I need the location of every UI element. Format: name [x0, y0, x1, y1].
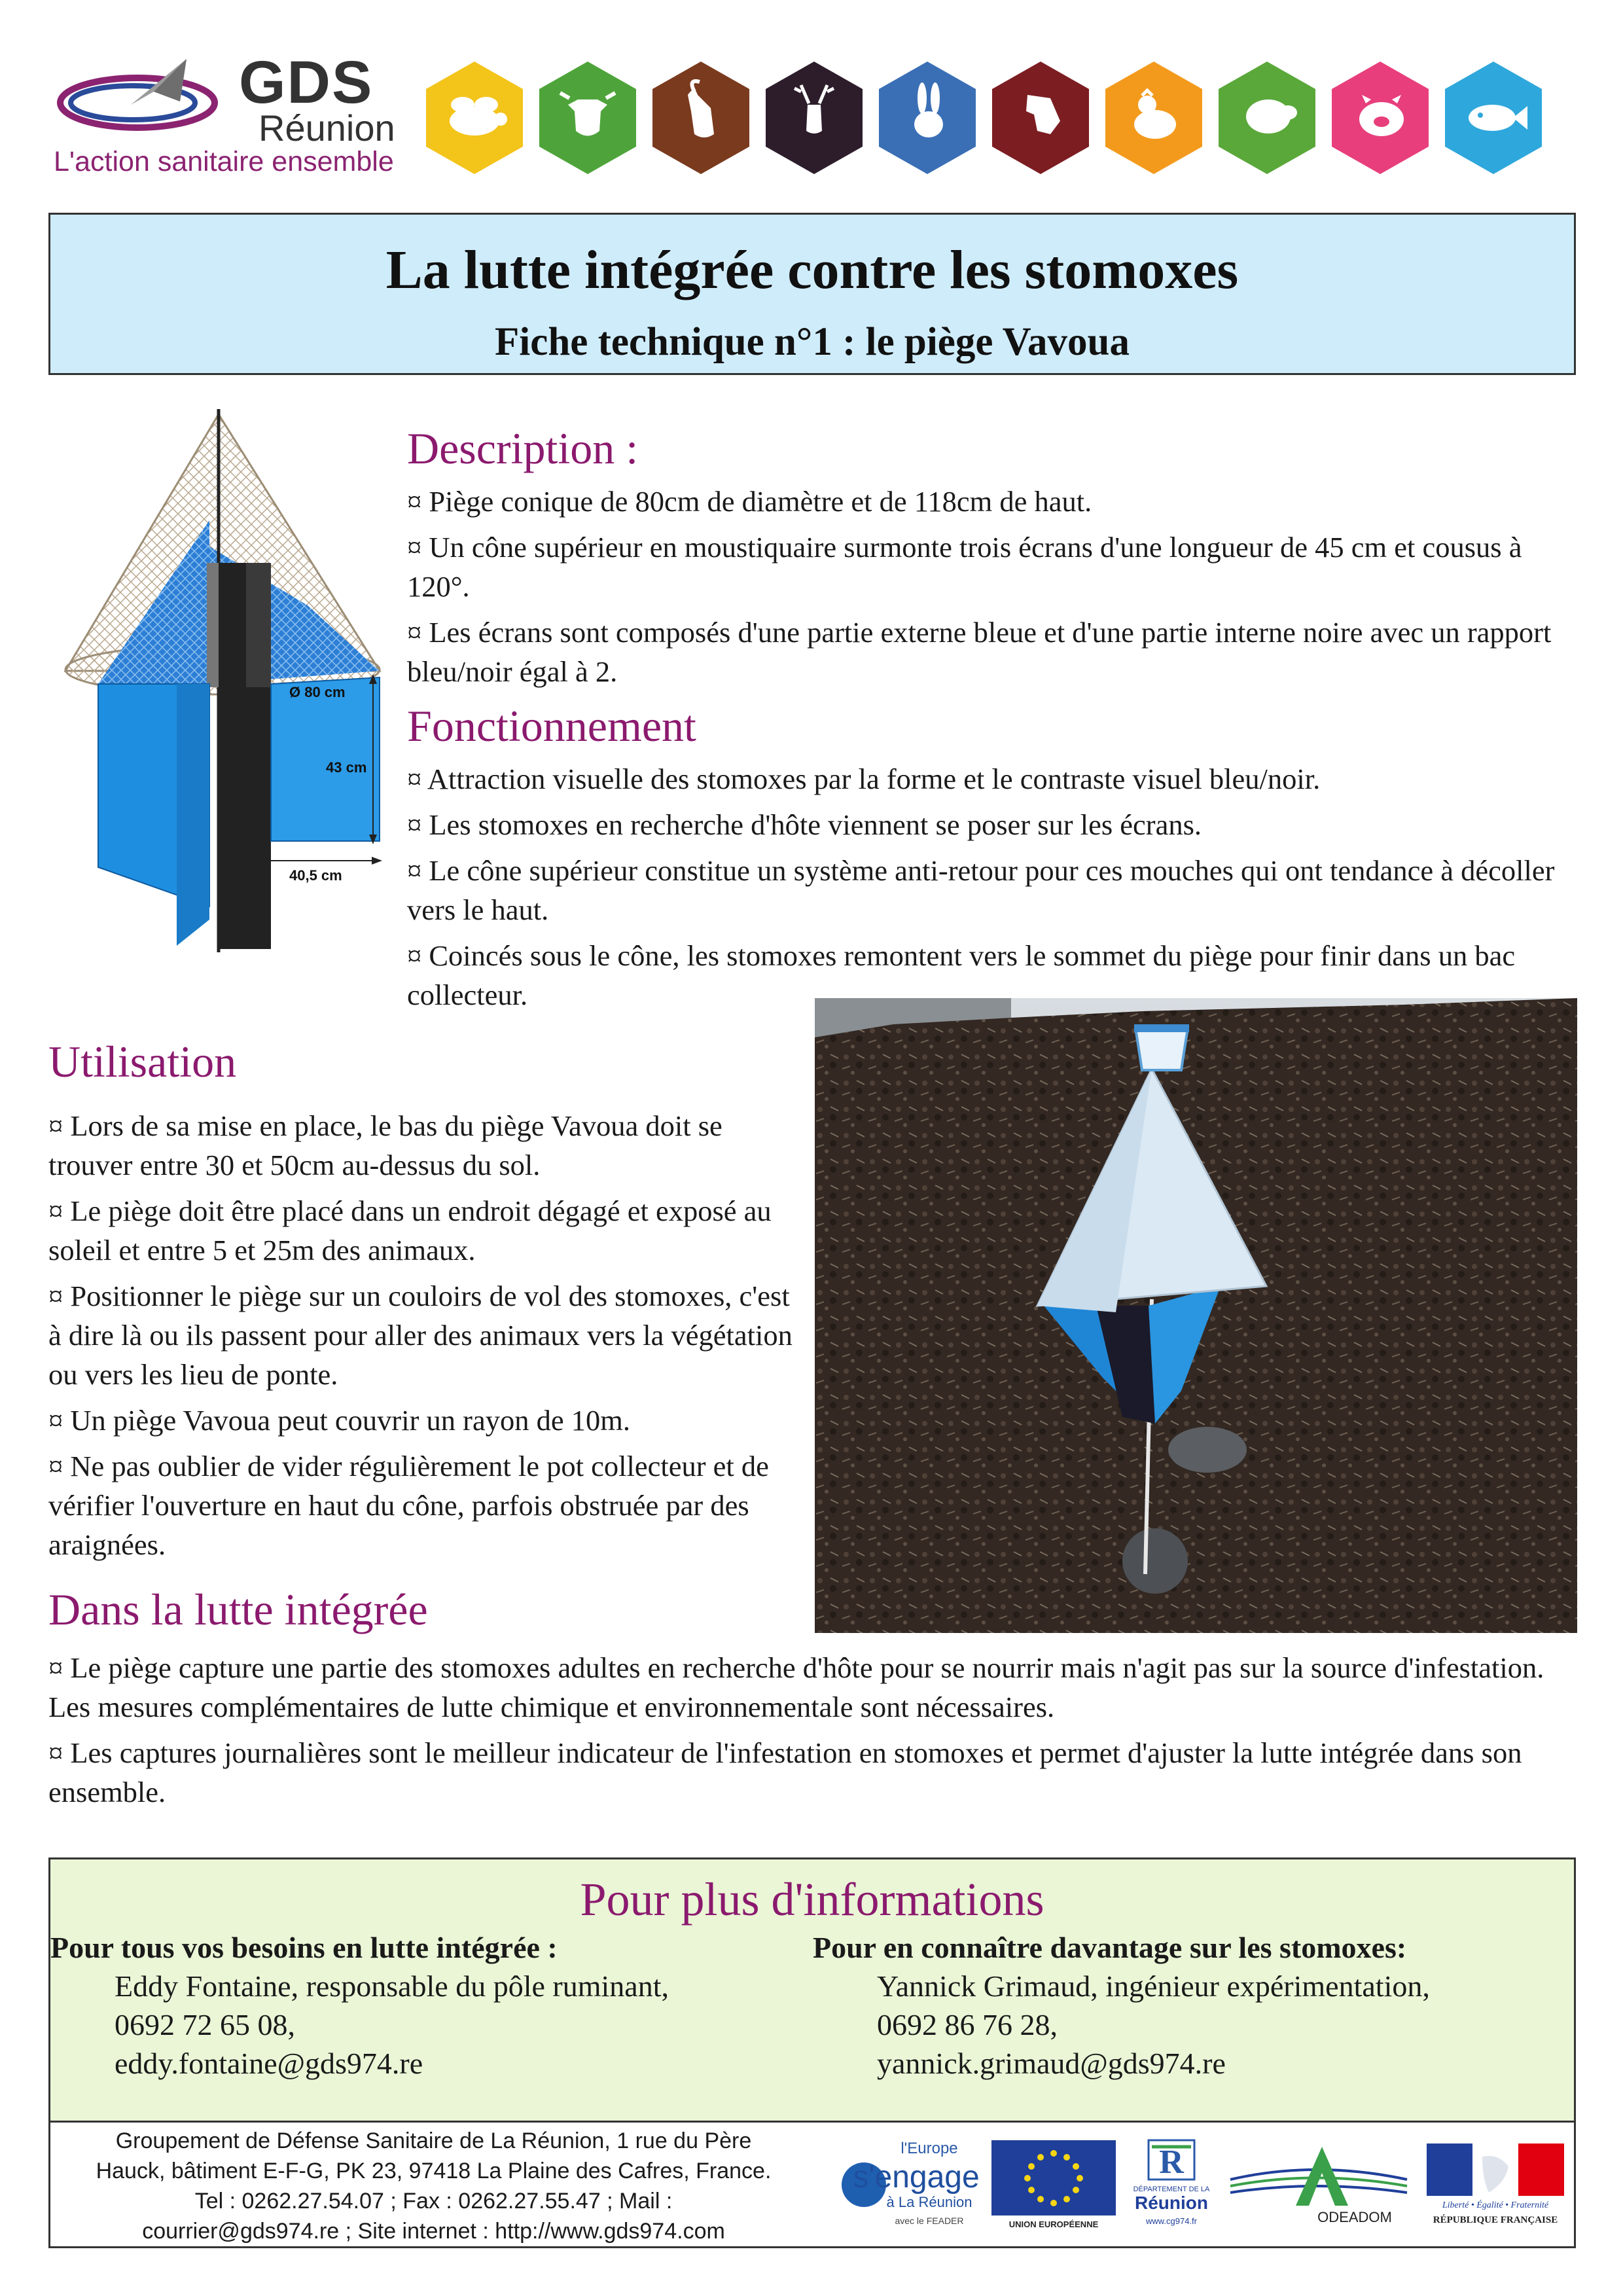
info-right-phone: 0692 86 76 28,	[877, 2008, 1058, 2041]
goat-icon	[649, 59, 753, 177]
info-right-email[interactable]: yannick.grimaud@gds974.re	[877, 2047, 1226, 2080]
svg-text:www.cg974.fr: www.cg974.fr	[1145, 2216, 1198, 2226]
svg-text:Réunion: Réunion	[1135, 2193, 1208, 2213]
utilisation-item: ¤ Lors de sa mise en place, le bas du piège Vavoua doit se trouver entre 30 et 50cm au-dessus du sol.	[48, 1109, 722, 1181]
info-left-label: Pour tous vos besoins en lutte intégrée :	[50, 1931, 558, 1964]
height-label: 43 cm	[326, 759, 367, 776]
pig-icon	[1328, 59, 1433, 177]
description-item: ¤ Piège conique de 80cm de diamètre et de 118cm de haut.	[407, 485, 1092, 518]
info-left-phone: 0692 72 65 08,	[115, 2008, 295, 2041]
svg-text:à La Réunion: à La Réunion	[886, 2194, 972, 2210]
title-box	[48, 213, 1576, 375]
lutte-item: ¤ Le piège capture une partie des stomoxes adultes en recherche d'hôte pour se nourrir mais n'agit pas sur la source d'infestation. Les mesures complémentaires de lutte chimique et environnementale sont nécessaires.	[48, 1651, 1544, 1723]
bee-icon	[422, 59, 527, 177]
gds-logo-text: GDS	[239, 49, 374, 116]
description-item: ¤ Un cône supérieur en moustiquaire surmonte trois écrans d'une longueur de 45 cm et cousus à 120°.	[407, 531, 1522, 603]
info-contact-left	[50, 1928, 796, 2083]
svg-text:RÉPUBLIQUE FRANÇAISE: RÉPUBLIQUE FRANÇAISE	[1433, 2215, 1558, 2225]
svg-text:ODEADOM: ODEADOM	[1317, 2209, 1392, 2225]
europe-engage-logo	[831, 2134, 982, 2232]
deer-icon	[762, 59, 866, 177]
footer-line: courrier@gds974.re ; Site internet : http://www.gds974.com	[142, 2219, 725, 2244]
svg-text:l'Europe: l'Europe	[901, 2140, 958, 2157]
sheep-icon	[1215, 59, 1319, 177]
trap-photo	[815, 998, 1577, 1633]
utilisation-item: ¤ Un piège Vavoua peut couvrir un rayon de 10m.	[48, 1404, 630, 1437]
info-title: Pour plus d'informations	[580, 1873, 1044, 1926]
info-box	[48, 1857, 1576, 2123]
diameter-label: Ø 80 cm	[289, 684, 346, 700]
horse-icon	[988, 59, 1093, 177]
svg-text:DÉPARTEMENT DE LA: DÉPARTEMENT DE LA	[1133, 2185, 1210, 2193]
info-right-name: Yannick Grimaud, ingénieur expérimentation,	[877, 1969, 1430, 2003]
lutte-heading: Dans la lutte intégrée	[48, 1585, 428, 1634]
svg-text:s'engage: s'engage	[853, 2160, 980, 2195]
lutte-list	[48, 1648, 1580, 1818]
chicken-icon	[1101, 59, 1206, 177]
fonctionnement-heading: Fonctionnement	[407, 701, 696, 751]
fonctionnement-item: ¤ Le cône supérieur constitue un système anti-retour pour ces mouches qui ont tendance à décoller vers le haut.	[407, 854, 1555, 926]
description-list	[407, 482, 1578, 698]
footer-line: Groupement de Défense Sanitaire de La Réunion, 1 rue du Père	[115, 2128, 752, 2153]
svg-text:R: R	[1159, 2144, 1184, 2181]
width-label: 40,5 cm	[289, 867, 342, 884]
utilisation-item: ¤ Ne pas oublier de vider régulièrement le pot collecteur et de vérifier l'ouverture en haut du cône, parfois obstruée par des araignées.	[48, 1450, 769, 1561]
utilisation-item: ¤ Le piège doit être placé dans un endroit dégagé et exposé au soleil et entre 5 et 25m des animaux.	[48, 1194, 772, 1266]
utilisation-item: ¤ Positionner le piège sur un couloirs de vol des stomoxes, c'est à dire là ou ils passent pour aller des animaux vers la végétation ou vers les lieu de ponte.	[48, 1280, 793, 1391]
odeadom-logo	[1224, 2134, 1414, 2232]
info-left-email[interactable]: eddy.fontaine@gds974.re	[115, 2047, 423, 2080]
svg-text:UNION EUROPÉENNE: UNION EUROPÉENNE	[1008, 2219, 1099, 2229]
info-right-label: Pour en connaître davantage sur les stomoxes:	[813, 1931, 1407, 1964]
description-heading: Description :	[407, 423, 639, 473]
cow-icon	[535, 59, 640, 177]
page-subtitle: Fiche technique n°1 : le piège Vavoua	[495, 320, 1130, 364]
gds-tagline: L'action sanitaire ensemble	[54, 146, 394, 177]
gds-logo-mark	[56, 56, 219, 134]
info-left-name: Eddy Fontaine, responsable du pôle ruminant,	[115, 1969, 669, 2003]
info-contact-right	[813, 1928, 1559, 2083]
footer-line: Tel : 0262.27.54.07 ; Fax : 0262.27.55.47 ; Mail :	[194, 2189, 673, 2214]
lutte-item: ¤ Les captures journalières sont le meilleur indicateur de l'infestation en stomoxes et permet d'ajuster la lutte intégrée dans son ensemble.	[48, 1736, 1522, 1808]
rabbit-icon	[875, 59, 980, 177]
fonctionnement-item: ¤ Coincés sous le cône, les stomoxes remontent vers le sommet du piège pour finir dans un bac collecteur.	[407, 939, 1516, 1011]
gds-logo-reunion: Réunion	[259, 107, 395, 149]
republique-francaise-logo	[1420, 2134, 1571, 2232]
fonctionnement-item: ¤ Attraction visuelle des stomoxes par la forme et le contraste visuel bleu/noir.	[407, 762, 1321, 795]
fish-icon	[1441, 59, 1546, 177]
description-item: ¤ Les écrans sont composés d'une partie externe bleue et d'une partie interne noire avec un rapport bleu/noir égal à 2.	[407, 616, 1552, 688]
utilisation-heading: Utilisation	[48, 1037, 237, 1086]
svg-text:avec le FEADER: avec le FEADER	[895, 2215, 964, 2226]
footer-address	[52, 2126, 815, 2246]
departement-reunion-logo	[1126, 2134, 1217, 2232]
page-title: La lutte intégrée contre les stomoxes	[385, 240, 1239, 300]
fonctionnement-list	[407, 759, 1578, 1021]
utilisation-list	[48, 1106, 794, 1571]
eu-flag-logo	[988, 2134, 1119, 2232]
footer-line: Hauck, bâtiment E-F-G, PK 23, 97418 La Plaine des Cafres, France.	[96, 2159, 772, 2183]
svg-text:Liberté • Égalité • Fraternité: Liberté • Égalité • Fraternité	[1442, 2200, 1549, 2210]
fonctionnement-item: ¤ Les stomoxes en recherche d'hôte viennent se poser sur les écrans.	[407, 808, 1202, 841]
trap-diagram	[52, 409, 393, 952]
